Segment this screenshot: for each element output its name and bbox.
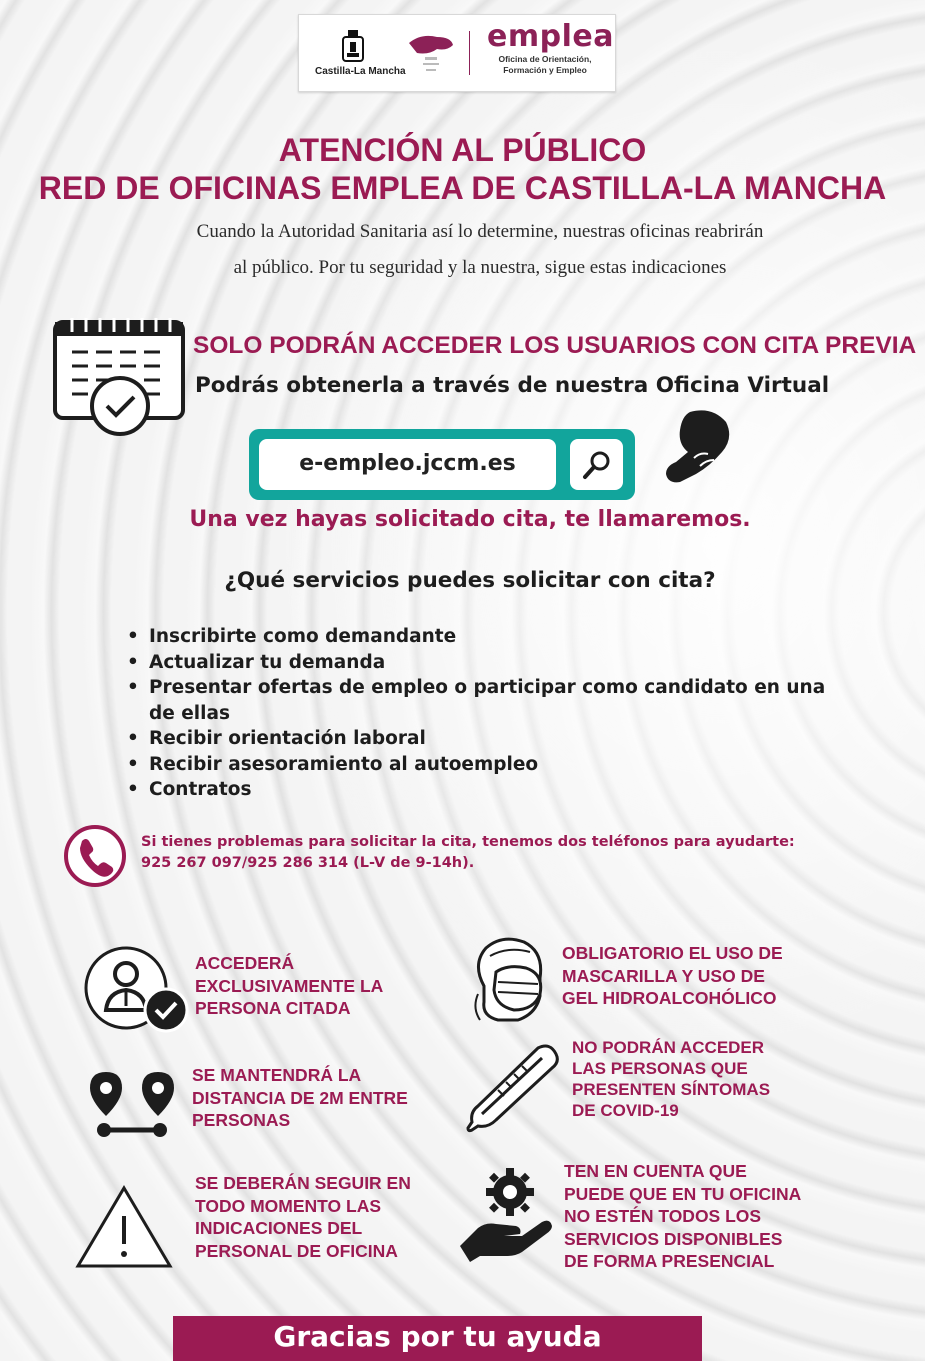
- rule-line: PUEDE QUE EN TU OFICINA: [564, 1183, 802, 1204]
- region-logo-text: Castilla-La Mancha: [315, 66, 406, 77]
- clm-crest-icon: [339, 27, 367, 65]
- rule-no-symptoms: [572, 1037, 770, 1121]
- hand-gear-icon: [456, 1166, 556, 1264]
- services-item: • Recibir asesoramiento al autoempleo: [127, 752, 827, 778]
- services-item: • Inscribirte como demandante: [127, 624, 827, 650]
- rule-line: EXCLUSIVAMENTE LA: [195, 975, 384, 996]
- warning-icon: [74, 1184, 174, 1270]
- rule-line: DE COVID-19: [572, 1101, 679, 1120]
- rule-line: SERVICIOS DISPONIBLES: [564, 1228, 783, 1249]
- logo-divider: [469, 31, 470, 75]
- phone-numbers: 925 267 097/925 286 314 (L-V de 9-14h).: [141, 855, 475, 871]
- phone-icon: [63, 824, 127, 888]
- rule-line: NO ESTÉN TODOS LOS: [564, 1206, 762, 1226]
- phone-help: [141, 832, 821, 874]
- rule-line: ACCEDERÁ: [195, 953, 295, 973]
- appointment-heading: SOLO PODRÁN ACCEDER LOS USUARIOS CON CITA PREVIA: [193, 332, 917, 359]
- rule-line: SE MANTENDRÁ LA: [192, 1065, 362, 1085]
- services-heading: ¿Qué servicios puedes solicitar con cita?: [224, 568, 716, 593]
- rule-line: OBLIGATORIO EL USO DE: [562, 943, 783, 963]
- rule-line: SE DEBERÁN SEGUIR EN: [195, 1173, 411, 1193]
- emplea-logo: emplea: [487, 19, 614, 54]
- page-title-line1: ATENCIÓN AL PÚBLICO: [278, 132, 647, 168]
- rule-line: TEN EN CUENTA QUE: [564, 1161, 747, 1181]
- rule-line: LAS PERSONAS QUE: [572, 1059, 748, 1078]
- diputacion-seal-icon: [407, 31, 455, 81]
- rule-mask-gel: [562, 942, 783, 1010]
- logo-banner: [298, 14, 616, 92]
- rule-line: NO PODRÁN ACCEDER: [572, 1038, 765, 1057]
- services-item: • Presentar ofertas de empleo o participar como candidato en una de ellas: [127, 675, 827, 726]
- callback-note: Una vez hayas solicitado cita, te llamaremos.: [189, 507, 751, 532]
- rule-distance: [192, 1064, 408, 1132]
- rule-line: PERSONA CITADA: [195, 998, 351, 1018]
- rule-line: PERSONAS: [192, 1110, 291, 1130]
- intro-line2: al público. Por tu seguridad y la nuestra, sigue estas indicaciones: [233, 257, 727, 278]
- rule-follow-staff: [195, 1172, 411, 1262]
- url-field[interactable]: [259, 439, 556, 490]
- rule-services-availability: [564, 1160, 801, 1273]
- thanks-banner: [173, 1316, 702, 1361]
- services-item: • Recibir orientación laboral: [127, 726, 827, 752]
- phone-help-line1: Si tienes problemas para solicitar la cita, tenemos dos teléfonos para ayudarte:: [141, 834, 795, 850]
- mask-icon: [468, 934, 550, 1024]
- services-item: • Contratos: [127, 777, 827, 803]
- rule-line: DISTANCIA DE 2M ENTRE: [192, 1087, 408, 1108]
- rule-line: INDICACIONES DEL: [195, 1218, 363, 1238]
- calendar-check-icon: [52, 316, 188, 438]
- thanks-text: Gracias por tu ayuda: [273, 1320, 602, 1353]
- emplea-logo-subtitle: Oficina de Orientación, Formación y Empleo: [498, 54, 592, 75]
- appointment-subheading: Podrás obtenerla a través de nuestra Oficina Virtual: [195, 373, 830, 398]
- rule-exclusive-access: [195, 952, 383, 1020]
- person-check-icon: [82, 944, 190, 1034]
- page-title-line2: RED DE OFICINAS EMPLEA DE CASTILLA-LA MANCHA: [38, 170, 887, 206]
- rule-line: TODO MOMENTO LAS: [195, 1195, 382, 1216]
- rule-line: MASCARILLA Y USO DE: [562, 965, 765, 986]
- search-button[interactable]: [570, 439, 623, 490]
- intro-line1: Cuando la Autoridad Sanitaria así lo determine, nuestras oficinas reabrirán: [196, 221, 764, 242]
- rule-line: PRESENTEN SÍNTOMAS: [572, 1080, 771, 1099]
- search-icon: [582, 450, 612, 480]
- url-text: e-empleo.jccm.es: [299, 451, 516, 476]
- rule-line: PERSONAL DE OFICINA: [195, 1240, 398, 1261]
- click-hand-icon: [660, 408, 734, 484]
- virtual-office-bar: [249, 429, 635, 500]
- thermometer-icon: [466, 1044, 560, 1134]
- services-item: • Actualizar tu demanda: [127, 650, 827, 676]
- rule-line: GEL HIDROALCOHÓLICO: [562, 988, 777, 1008]
- intro-text: [120, 214, 840, 286]
- distance-icon: [88, 1070, 176, 1140]
- services-list: [127, 624, 827, 803]
- rule-line: DE FORMA PRESENCIAL: [564, 1251, 775, 1271]
